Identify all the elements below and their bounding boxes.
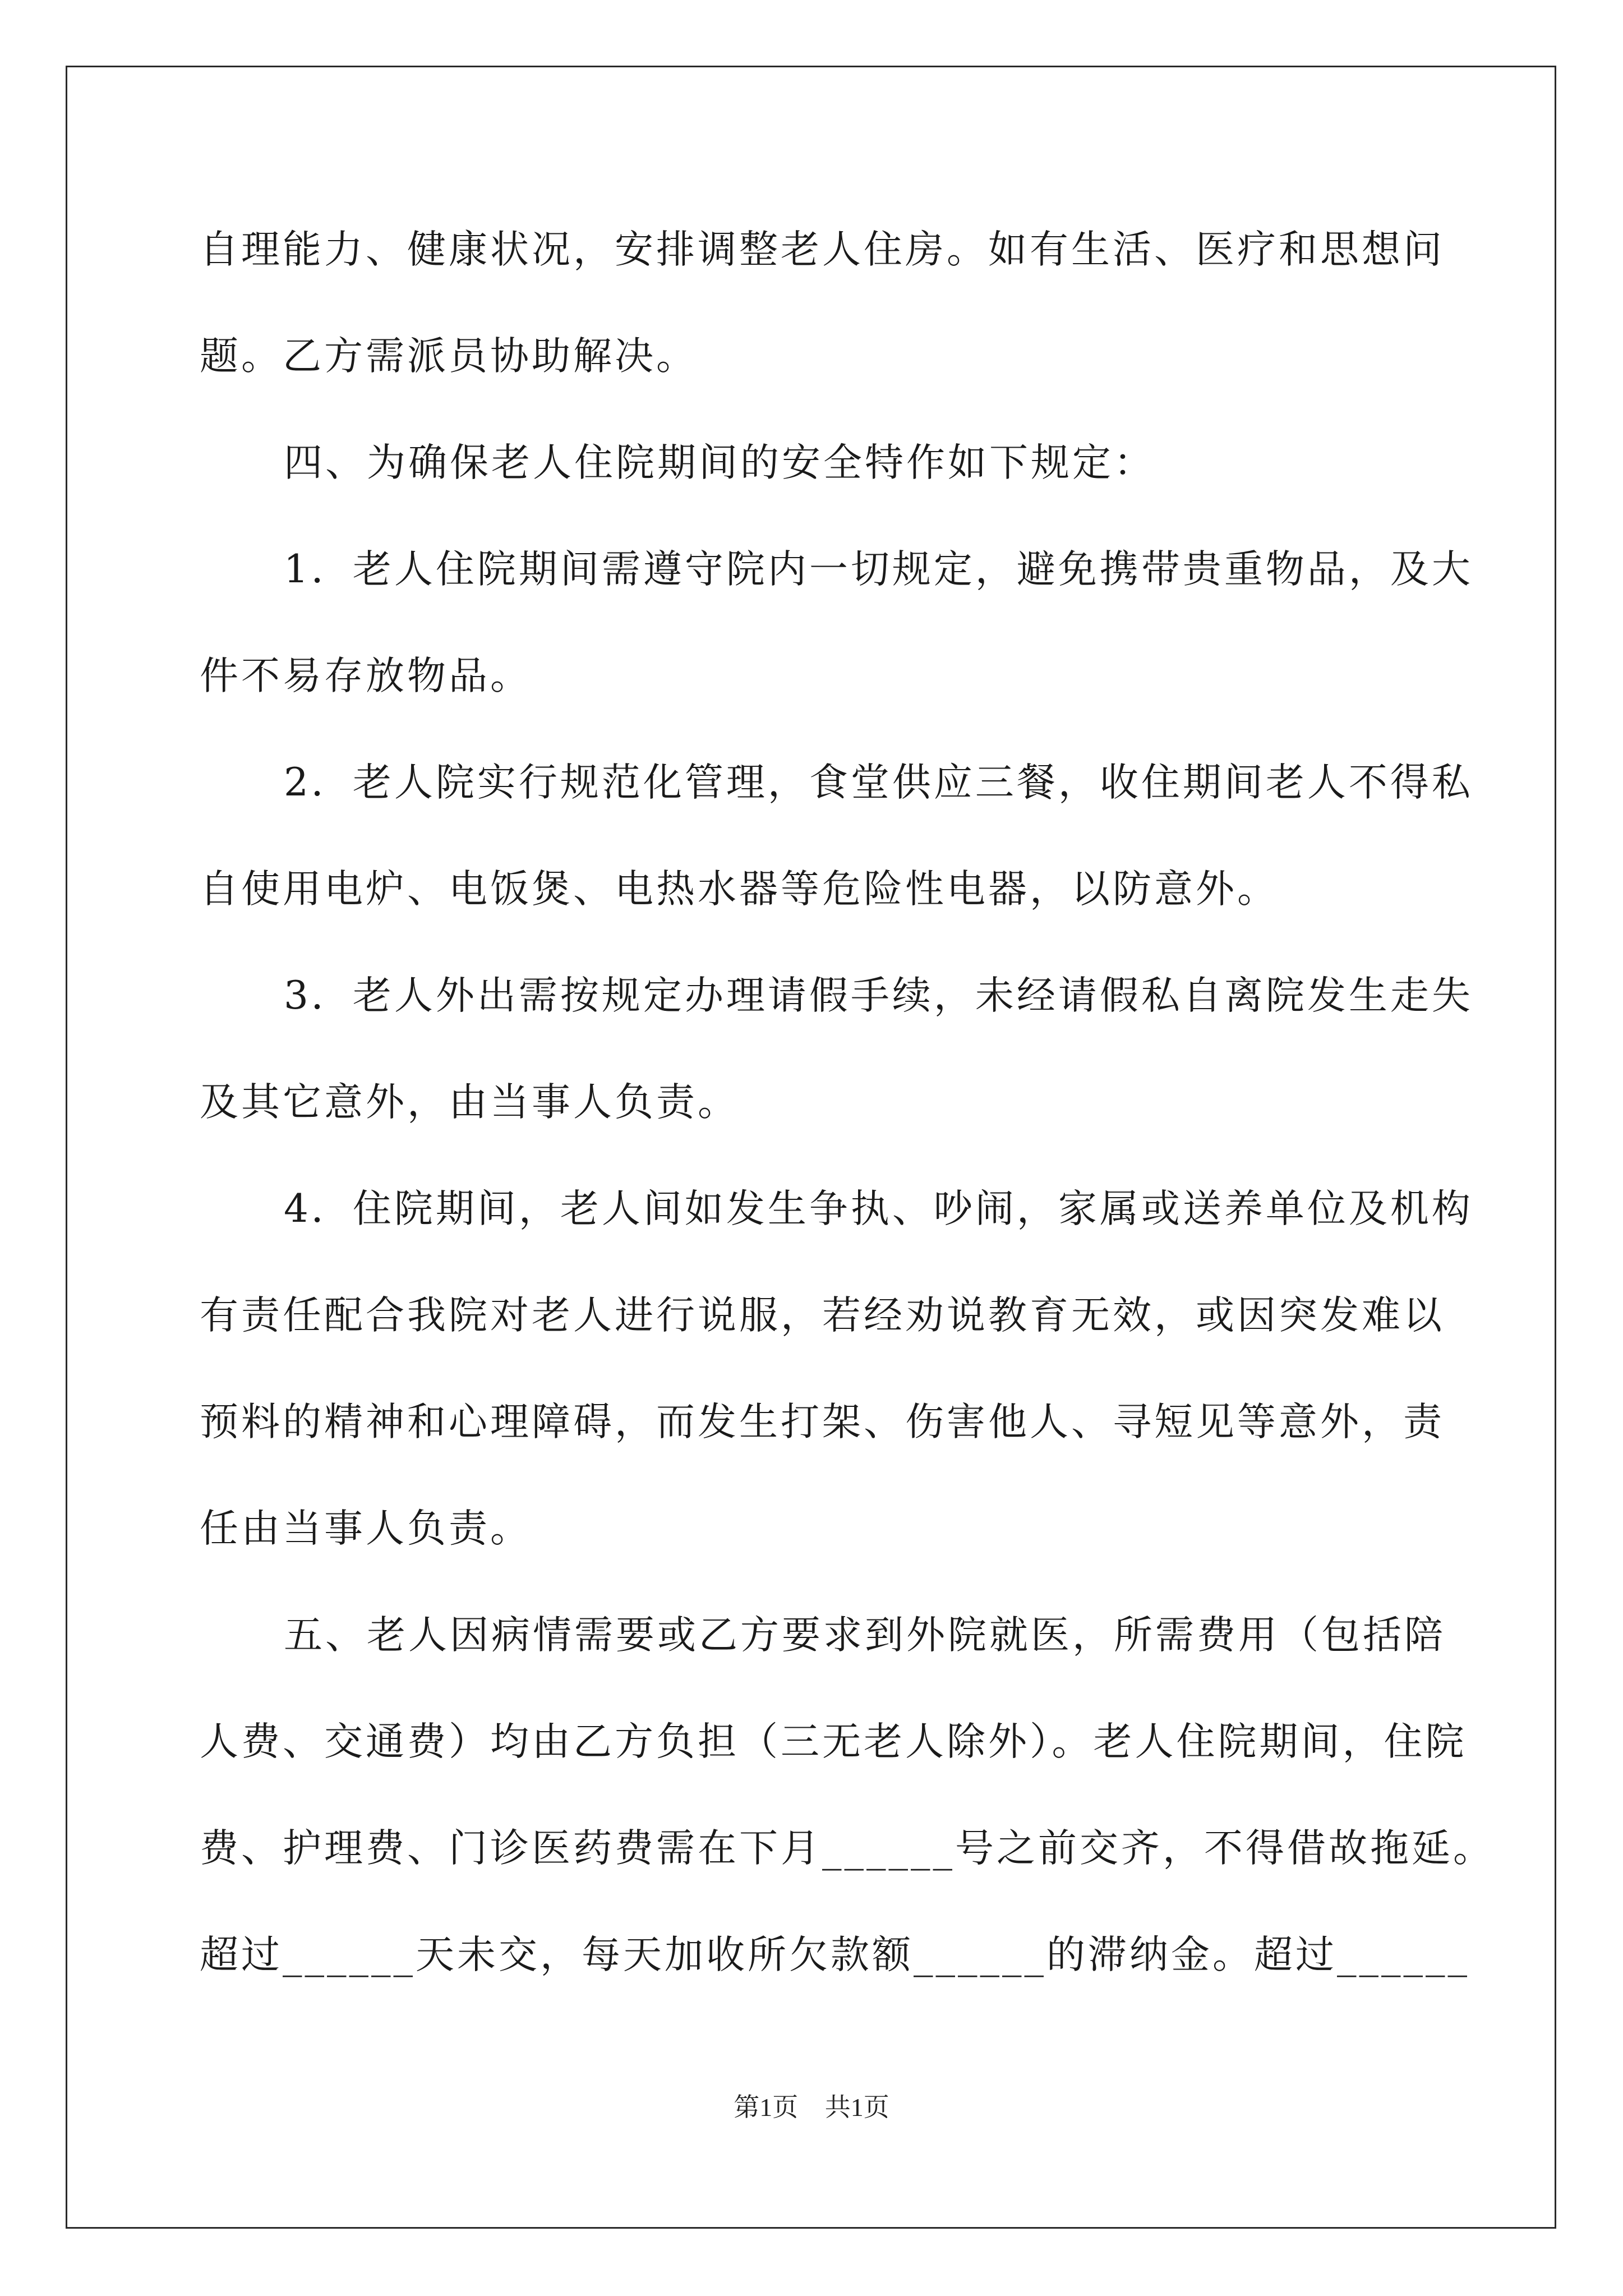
page-footer [0, 2087, 1623, 2124]
text-line: 自使用电炉、电饭煲、电热水器等危险性电器，以防意外。 [200, 867, 1279, 912]
page-total: 共1页 [824, 2093, 889, 2122]
text-line: 任由当事人负责。 [200, 1506, 532, 1551]
text-line: 1．老人住院期间需遵守院内一切规定，避免携带贵重物品，及大 [284, 547, 1473, 592]
text-line: 超过______天未交，每天加收所欠款额______的滞纳金。超过______ [200, 1932, 1470, 1977]
text-line: 自理能力、健康状况，安排调整老人住房。如有生活、医疗和思想问 [200, 227, 1445, 272]
text-line: 2．老人院实行规范化管理，食堂供应三餐，收住期间老人不得私 [284, 760, 1473, 805]
text-line: 题。乙方需派员协助解决。 [200, 334, 698, 379]
text-line: 有责任配合我院对老人进行说服，若经劝说教育无效，或因突发难以 [200, 1293, 1445, 1338]
text-line: 4．住院期间，老人间如发生争执、吵闹，家属或送养单位及机构 [284, 1186, 1473, 1231]
text-line: 预料的精神和心理障碍，而发生打架、伤害他人、寻短见等意外，责 [200, 1400, 1445, 1444]
text-line: 3．老人外出需按规定办理请假手续，未经请假私自离院发生走失 [284, 973, 1473, 1018]
text-line: 及其它意外，由当事人负责。 [200, 1080, 739, 1125]
text-line: 费、护理费、门诊医药费需在下月______号之前交齐，不得借故拖延。 [200, 1826, 1495, 1871]
text-line: 件不易存放物品。 [200, 654, 532, 698]
document-body [200, 213, 1495, 2025]
text-line: 四、为确保老人住院期间的安全特作如下规定： [284, 440, 1155, 485]
text-line: 人费、交通费）均由乙方负担（三无老人除外）。老人住院期间，住院 [200, 1719, 1467, 1764]
page-number: 第1页 [734, 2093, 799, 2122]
text-line: 五、老人因病情需要或乙方要求到外院就医，所需费用（包括陪 [284, 1613, 1446, 1658]
